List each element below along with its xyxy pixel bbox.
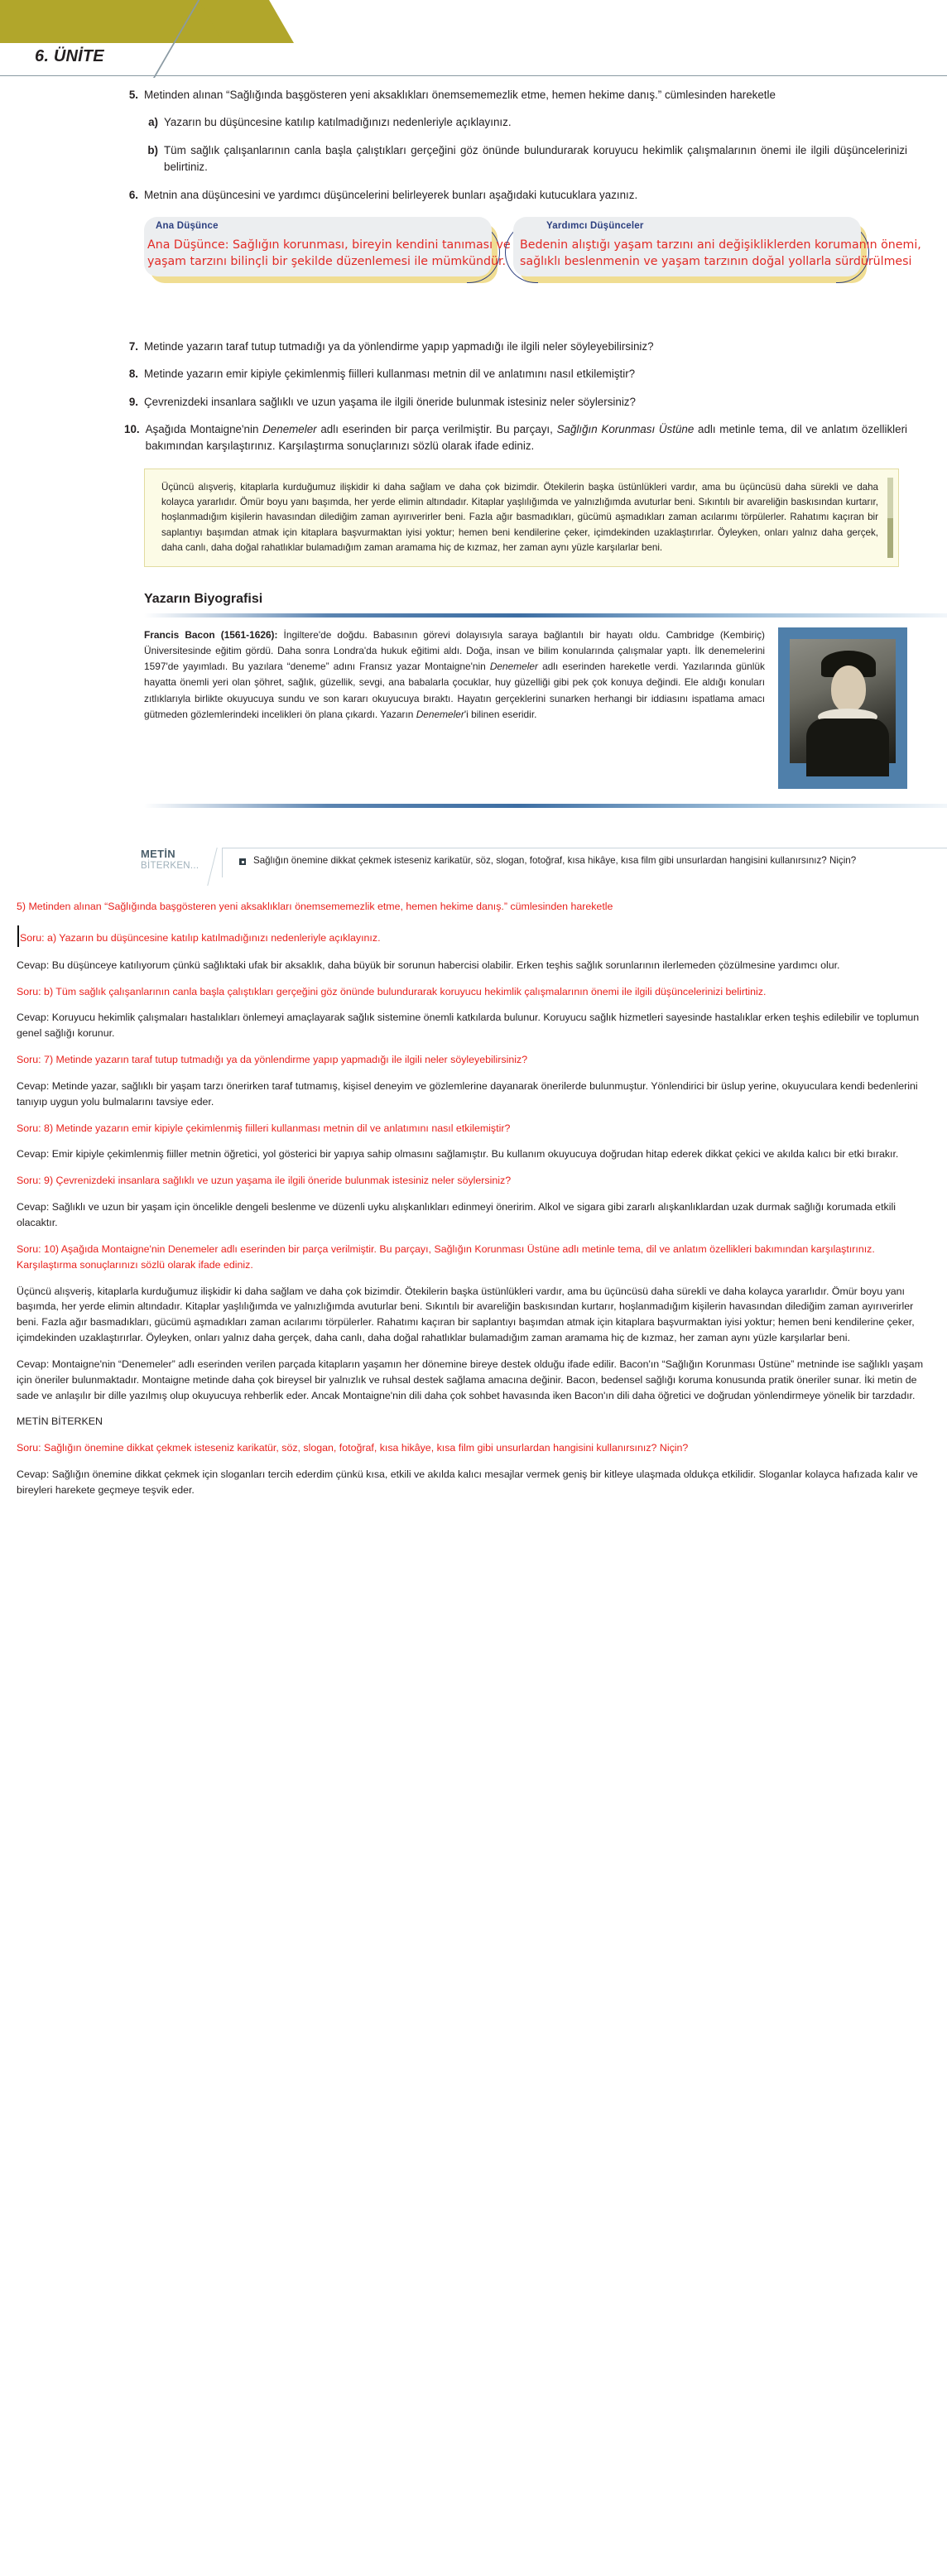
- text-cursor: [17, 925, 19, 947]
- transcript-line: Cevap: Sağlığın önemine dikkat çekmek için sloganları tercih ederdim çünkü kısa, etkili ve akılda kalıcı mesajlar vermek geniş bir kitleye ulaşmada oldukça etkilidir. Sloganlar kolayca hafızada kalır ve bireyleri harekete geçmeye teşvik eder.: [17, 1468, 918, 1496]
- portrait-inner: [790, 639, 896, 763]
- transcript-line: Soru: b) Tüm sağlık çalışanlarının canla başla çalıştıkları gerçeğini göz önünde bulundurarak koruyucu hekimlik çalışmalarının önemi ile ilgili düşüncelerinizi belirtiniz.: [17, 985, 767, 997]
- header-horizontal-rule: [0, 75, 947, 77]
- q10-work-title-2: Sağlığın Korunması Üstüne: [556, 423, 695, 435]
- transcript-line: Cevap: Koruyucu hekimlik çalışmaları hastalıkları önlemeyi amaçlayarak sağlık sistemine önemli katkılarda bulunur. Koruyucu sağlık hizmetleri sayesinde hastalıklar erken teşhis edilebilir ve toplumun genel sağlığı korunur.: [17, 1012, 920, 1040]
- bio-work-title-2: Denemeler: [416, 708, 464, 720]
- bubble-caption: Yardımcı Düşünceler: [546, 220, 644, 231]
- question-text: Metinden alınan “Sağlığında başgösteren yeni aksaklıkları önemsememezlik etme, hemen hekime danış.” cümlesinden hareketle: [144, 89, 776, 101]
- question-item: [124, 366, 907, 382]
- question-item: [124, 187, 907, 204]
- metin-biterken-line2: BİTERKEN...: [141, 861, 199, 872]
- portrait-face: [831, 666, 866, 712]
- thought-bubbles-row: [0, 217, 947, 276]
- bubble-caption: Ana Düşünce: [156, 220, 219, 231]
- subitem-letter: a): [148, 116, 158, 129]
- questions-section-2: [0, 339, 947, 455]
- excerpt-section: [0, 469, 947, 568]
- transcript-line: Cevap: Montaigne'nin “Denemeler” adlı eserinden verilen parçada kitapların yaşamın her dönemine bireye destek olduğu ifade edilir. Bacon'ın “Sağlığın Korunması Üstüne” metninde ise sağlıklı yaşam için öneriler bulunmaktadır. Montaigne metinde daha çok bireysel bir yalnızlık ve ruhsal destek sağlama amacına değinir. Bacon, bedensel sağlığı koruma konusunda pratik öneriler sunar. İki metin de sade ve anlaşılır bir dille yazılmış olup okuyucuya rehberlik eder. Ancak Montaigne'nin dili daha çok sohbet havasında iken Bacon'ın dili daha öğretici ve doğrudan yönlendirmeye yönelik bir tarzdadır.: [17, 1358, 924, 1401]
- transcript-line: Soru: 8) Metinde yazarın emir kipiyle çekimlenmiş fiilleri kullanması metnin dil ve anlatımını nasıl etkilemiştir?: [17, 1122, 511, 1134]
- question-subitem: [144, 114, 907, 131]
- portrait-body: [806, 718, 889, 776]
- subitem-letter: b): [147, 143, 158, 156]
- metin-biterken-line1: METİN: [141, 848, 175, 861]
- transcript-line: Soru: Sağlığın önemine dikkat çekmek isteseniz karikatür, söz, slogan, fotoğraf, kısa hikâye, kısa film gibi unsurlardan hangisini kullanırsınız? Niçin?: [17, 1442, 689, 1454]
- question-number: 5.: [128, 89, 138, 101]
- transcript-line: Üçüncü alışveriş, kitaplarla kurduğumuz ilişkidir ki daha sağlam ve daha çok bizimdir. Ötekilerin başka üstünlükleri vardır, ama bu üçüncüsü daha sürekli ve daha kolayca yararlıdır. Ömür boyu yanı başımda, her yerde elimin altındadır. Kitaplar yaşlılığımda ve yalnızlığımda avuturlar beni. Sıkıntılı bir avareliğin baskısından kurtarır, hoşlanmadığım kişilerin havasından dilediğim zaman ayırıverirler beni. Fazla ağır basmadıkları, gücümü aşmadıkları zaman acılarımı törpülerler. Rahatımı kaçıran bir saplantıyı başımdan atmak için kitaplara başvurmaktan iyisi yoktur; hemen beni kendilerine çeker, içimdekinden uzaklaştırırlar. Öyleyken, onları yalnız daha gerçek, daha canlı, daha doğal rahatlıklar bulamadığım zaman aramama hiç de kızmaz, her zaman aynı yüzle karşılarlar beni.: [17, 1285, 915, 1344]
- metin-biterken-section: [141, 848, 947, 877]
- excerpt-box: [144, 469, 899, 568]
- transcript-line: Soru: 9) Çevrenizdeki insanlara sağlıklı ve uzun yaşama ile ilgili öneride bulunmak istesiniz neler söylersiniz?: [17, 1175, 512, 1187]
- transcript-line-text: Soru: a) Yazarın bu düşüncesine katılıp katılmadığınızı nedenleriyle açıklayınız.: [20, 931, 381, 944]
- excerpt-text: Üçüncü alışveriş, kitaplarla kurduğumuz ilişkidir ki daha sağlam ve daha çok bizimdir. Ötekilerin başka üstünlükleri vardır, ama bu üçüncüsü daha sürekli ve daha kolayca yararlıdır. Ömür boyu yanı başımda, her yerde elimin altındadır. Kitaplar yaşlılığımda ve yalnızlığımda avuturlar beni. Sıkıntılı bir avareliğin baskısından kurtarır, hoşlanmadığım kişilerin havasından dilediğim zaman ayırıverirler beni. Fazla ağır basmadıkları, gücümü aşmadıkları zaman acılarımı törpülerler. Rahatımı kaçıran bir saplantıyı başımdan atmak için kitaplara başvurmaktan iyisi yoktur; hemen beni kendilerine çeker, içimdekinden uzaklaştırırlar. Öyleyken, onları yalnız daha gerçek, daha canlı, daha doğal rahatlıklar bulamadığım zaman aramama hiç de kızmaz, her zaman aynı yüzle karşılarlar beni.: [161, 481, 878, 553]
- transcript-line: [17, 925, 930, 947]
- transcript-line: Soru: 7) Metinde yazarın taraf tutup tutmadığı ya da yönlendirme yapıp yapmadığı ile ilgili neler söyleyebilirsiniz?: [17, 1054, 528, 1066]
- handwritten-answer-supporting-ideas: Bedenin alıştığı yaşam tarzını ani değişikliklerden korumanın önemi, sağlıklı beslenmenin ve yaşam tarzının doğal yollarla sürdürülmesi: [520, 238, 921, 269]
- bio-part-2: adlı eserinden hareketle verdi. Yazılarında günlük hayatta önemli yeri olan şöhret, sağlık, güzellik, sevgi, ana babalarla çocuklar, huy güzelliği gibi pek çok konuya değindi. Ele aldığı konuları zıtlıklarıyla birlikte okuyucuya sundu ve son kararı okuyucuya bıraktı. Hayatın gerçeklerini sunarken herhangi bir iddiasını ispatlama amacı gütmeden gözlemlerindeki incelikleri ön plana çıkardı. Yazarın: [144, 661, 765, 720]
- transcript-line: Cevap: Metinde yazar, sağlıklı bir yaşam tarzı önerirken taraf tutmamış, kişisel deneyim ve gözlemlerine dayanarak önerilerde bulunmuştur. Yönlendirici bir üslup yerine, okuyuculara kendi bedenlerini tanıyıp uygun yolu bulmalarını tavsiye eder.: [17, 1079, 918, 1108]
- question-item: [124, 339, 907, 355]
- main-idea-bubble[interactable]: [144, 217, 511, 276]
- question-number: 7.: [128, 339, 138, 353]
- square-bullet-icon: [239, 858, 246, 865]
- bio-part-3: 'i bilinen eseridir.: [464, 708, 537, 720]
- biography-text: [144, 627, 765, 789]
- biography-bottom-rule: [144, 804, 947, 808]
- biography-heading: Yazarın Biyografisi: [144, 592, 263, 607]
- metin-biterken-panel: [222, 848, 947, 877]
- question-number: 8.: [128, 368, 138, 381]
- metin-biterken-item-text: Sağlığın önemine dikkat çekmek isteseniz karikatür, söz, slogan, fotoğraf, kısa hikâye, kısa film gibi unsurlardan hangisini kullanırsınız? Niçin?: [253, 855, 857, 867]
- transcript-line: 5) Metinden alınan “Sağlığında başgösteren yeni aksaklıkları önemsememezlik etme, hemen hekime danış.” cümlesinden hareketle: [17, 900, 613, 912]
- biography-name: Francis Bacon (1561-1626):: [144, 629, 278, 642]
- subitem-text: Yazarın bu düşüncesine katılıp katılmadığınızı nedenleriyle açıklayınız.: [164, 116, 512, 129]
- question-item: [124, 87, 907, 103]
- questions-section: [0, 87, 947, 204]
- excerpt-side-bar-light: [887, 478, 893, 518]
- question-text: Çevrenizdeki insanlara sağlıklı ve uzun yaşama ile ilgili öneride bulunmak istesiniz neler söylersiniz?: [144, 395, 636, 408]
- bio-work-title-1: Denemeler: [489, 661, 538, 673]
- transcript-section: [0, 899, 947, 1534]
- transcript-line: METİN BİTERKEN: [17, 1415, 103, 1428]
- francis-bacon-portrait: [778, 627, 907, 789]
- transcript-line: Soru: 10) Aşağıda Montaigne'nin Denemeler adlı eserinden bir parça verilmiştir. Bu parçayı, Sağlığın Korunması Üstüne adlı metinle tema, dil ve anlatım özellikleri bakımından karşılaştırınız. Karşılaştırma sonuçlarınızı sözlü olarak ifade ediniz.: [17, 1242, 875, 1271]
- q10-part-1: Aşağıda Montaigne'nin: [145, 423, 263, 435]
- question-item: [124, 421, 907, 455]
- transcript-line: Cevap: Sağlıklı ve uzun bir yaşam için öncelikle dengeli beslenme ve düzenli uyku alışkanlıkları edinmeyi öneririm. Alkol ve sigara gibi zararlı alışkanlıklardan uzak durmak sağlığı korumada etkili olacaktır.: [17, 1201, 896, 1228]
- question-text: Metinde yazarın emir kipiyle çekimlenmiş fiilleri kullanması metnin dil ve anlatımını nasıl etkilemiştir?: [144, 368, 636, 381]
- supporting-ideas-bubble[interactable]: [513, 217, 921, 276]
- question-item: [124, 394, 907, 411]
- bio-part-1: İngiltere'de doğdu. Babasının görevi dolayısıyla saraya bağlantılı bir hayatı oldu. Cambridge (Kembiriç) Üniversitesinde eğitim gördü. Daha sonra Londra'da hukuk eğitimi aldı. Doğa, insan ve bilim konularında çalışmalar yaptı. İlk denemelerini 1597'de yayımladı. Bu yazılara “deneme” adını Fransız yazar Montaigne'nin: [144, 629, 765, 673]
- question-number: 9.: [128, 395, 138, 408]
- question-text-10: [146, 421, 907, 455]
- question-number: 10.: [124, 423, 140, 435]
- question-number: 6.: [128, 188, 138, 201]
- transcript-line: Cevap: Bu düşünceye katılıyorum çünkü sağlıktaki ufak bir aksaklık, daha büyük bir sorunun habercisi olabilir. Erken teşhis sağlık sorunlarının ilerlemeden çözülmesine yardımcı olur.: [17, 959, 840, 971]
- metin-biterken-item: [238, 853, 947, 869]
- subitem-text: Tüm sağlık çalışanlarının canla başla çalıştıkları gerçeğini göz önünde bulundurarak koruyucu hekimlik çalışmalarının önemi ile ilgili düşüncelerinizi belirtiniz.: [164, 143, 907, 174]
- q10-part-3: adlı metinle tema, dil ve anlatım özellikleri bakımından karşılaştırınız. Karşılaştırma sonuçlarınızı sözlü olarak ifade ediniz.: [145, 423, 907, 453]
- biography-top-rule: [144, 613, 947, 618]
- unit-title: 6. ÜNİTE: [35, 47, 104, 65]
- question-text: Metinde yazarın taraf tutup tutmadığı ya da yönlendirme yapıp yapmadığı ile ilgili neler söyleyebilirsiniz?: [144, 339, 654, 353]
- question-subitem: [144, 142, 907, 176]
- q10-work-title-1: Denemeler: [262, 423, 317, 435]
- transcript-line: Cevap: Emir kipiyle çekimlenmiş fiiller metnin öğretici, yol gösterici bir yapıya sahip olmasını sağlamıştır. Bu kullanım okuyucuya doğrudan hitap ederek dikkat çekici ve akılda kalıcı bir etki bırakır.: [17, 1148, 899, 1161]
- handwritten-answer-main-idea: Ana Düşünce: Sağlığın korunması, bireyin kendini tanıması ve yaşam tarzını bilinçli bir şekilde düzenlemesi ile mümkündür.: [147, 238, 511, 269]
- biography-section: [0, 592, 947, 808]
- question-text: Metnin ana düşüncesini ve yardımcı düşüncelerini belirleyerek bunları aşağıdaki kutucuklara yazınız.: [144, 188, 638, 201]
- q10-part-2: adlı eserinden bir parça verilmiştir. Bu parçayı,: [316, 423, 557, 435]
- page-header: [0, 0, 947, 76]
